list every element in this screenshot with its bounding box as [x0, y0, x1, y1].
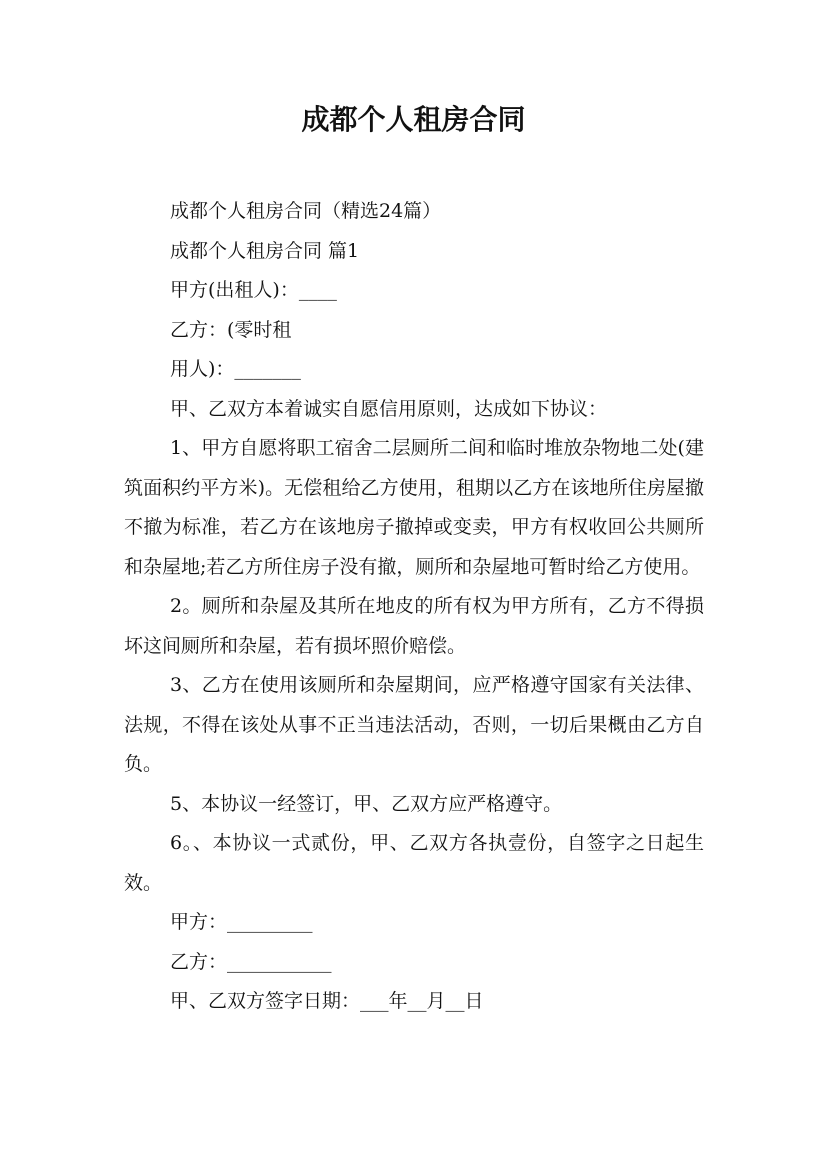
paragraph-agreement-intro: 甲、乙双方本着诚实自愿信用原则，达成如下协议：	[170, 397, 608, 420]
document-title: 成都个人租房合同	[301, 103, 526, 136]
paragraph-party-b-cont: 用人)：_______	[170, 358, 301, 380]
paragraph-sign-date: 甲、乙双方签字日期：___年__月__日	[170, 990, 484, 1012]
document-body	[124, 192, 704, 1022]
paragraph-clause-6: 6。、本协议一式贰份，甲、乙双方各执壹份，自签字之日起生效。	[124, 832, 704, 894]
paragraph-sign-party-a: 甲方：_________	[170, 911, 313, 933]
paragraph-clause-2: 2。厕所和杂屋及其所在地皮的所有权为甲方所有，乙方不得损坏这间厕所和杂屋，若有损坏照价赔偿。	[124, 595, 704, 657]
paragraph-section-heading: 成都个人租房合同 篇1	[170, 239, 360, 262]
paragraph-clause-1: 1、甲方自愿将职工宿舍二层厕所二间和临时堆放杂物地二处(建筑面积约平方米)。无偿租给乙方使用，租期以乙方在该地所住房屋撤不撤为标准，若乙方在该地房子撤掉或变卖，甲方有权收回公共厕所和杂屋地;若乙方所住房子没有撤，厕所和杂屋地可暂时给乙方使用。	[124, 437, 704, 578]
paragraph-sign-party-b: 乙方：___________	[170, 950, 332, 973]
paragraph-clause-5: 5、本协议一经签订，甲、乙双方应严格遵守。	[170, 792, 563, 815]
paragraph-party-b: 乙方：(零时租	[170, 318, 292, 341]
paragraph-clause-3: 3、乙方在使用该厕所和杂屋期间，应严格遵守国家有关法律、法规，不得在该处从事不正当违法活动，否则，一切后果概由乙方自负。	[124, 674, 704, 775]
paragraph-subtitle: 成都个人租房合同（精选24篇）	[170, 200, 442, 222]
paragraph-party-a: 甲方(出租人)：____	[170, 279, 337, 301]
